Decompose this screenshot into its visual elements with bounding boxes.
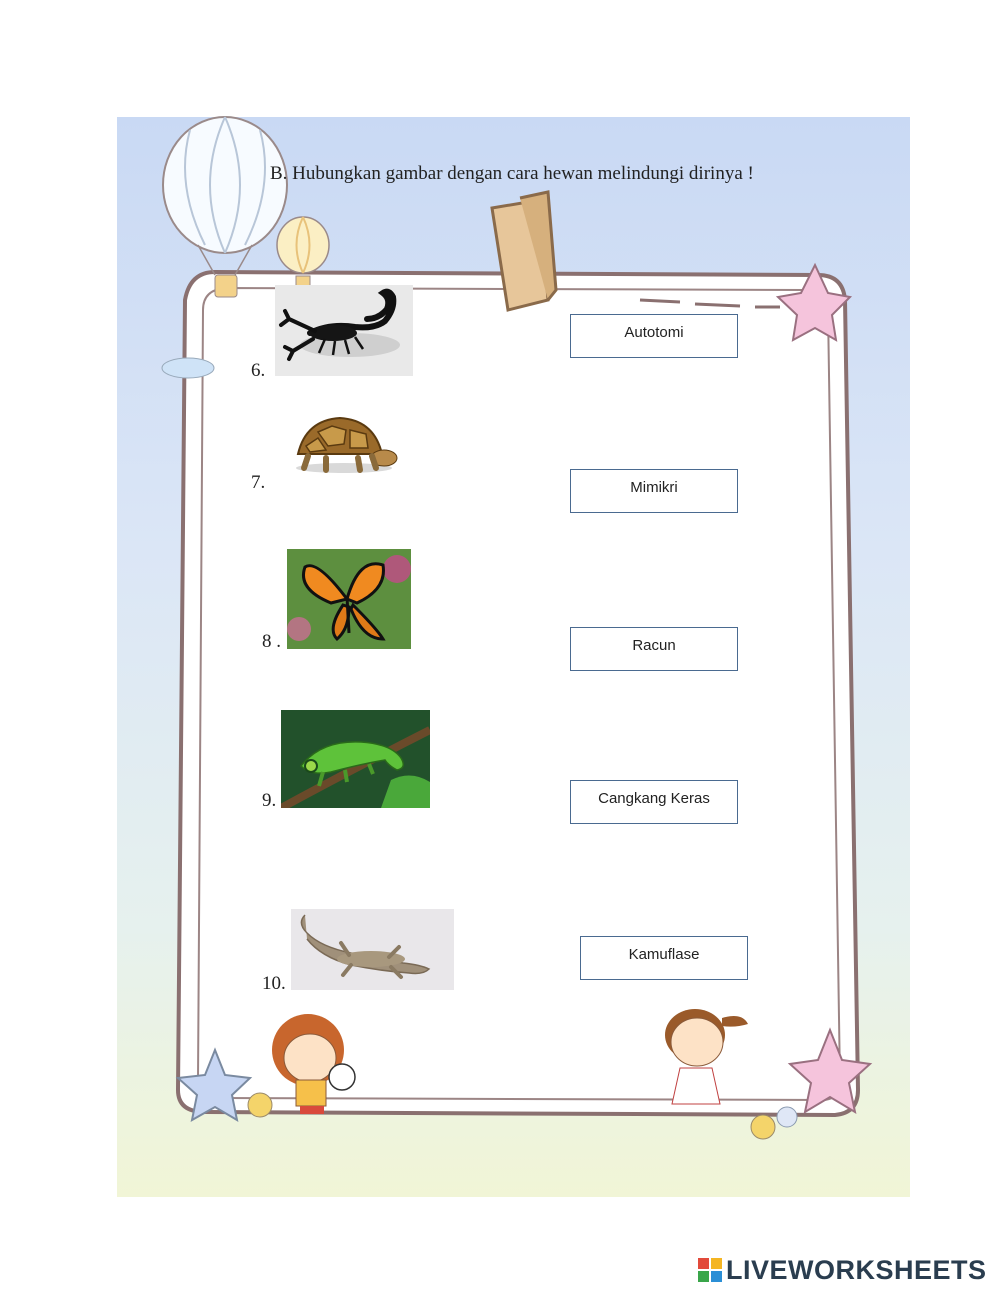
item-number: 9. xyxy=(262,790,277,811)
answer-box[interactable]: Mimikri xyxy=(570,469,738,513)
item-number: 8 . xyxy=(262,631,281,652)
item-number: 6. xyxy=(251,360,266,381)
chameleon-icon xyxy=(281,710,430,808)
gecko-icon xyxy=(291,909,454,990)
item-number: 10. xyxy=(262,973,286,994)
hot-air-balloon-icon xyxy=(163,117,287,297)
item-number: 7. xyxy=(251,472,266,493)
answer-box[interactable]: Racun xyxy=(570,627,738,671)
butterfly-icon xyxy=(287,549,411,649)
logo-blocks-icon xyxy=(698,1258,722,1282)
answer-box[interactable]: Cangkang Keras xyxy=(570,780,738,824)
liveworksheets-logo xyxy=(698,1255,987,1285)
tortoise-icon xyxy=(288,412,400,476)
scorpion-icon xyxy=(275,285,413,376)
answer-box[interactable]: Autotomi xyxy=(570,314,738,358)
logo-text: LIVEWORKSHEETS xyxy=(726,1254,987,1285)
worksheet-title: B. Hubungkan gambar dengan cara hewan melindungi dirinya ! xyxy=(270,163,754,184)
cloud-icon xyxy=(162,358,214,378)
answer-box[interactable]: Kamuflase xyxy=(580,936,748,980)
